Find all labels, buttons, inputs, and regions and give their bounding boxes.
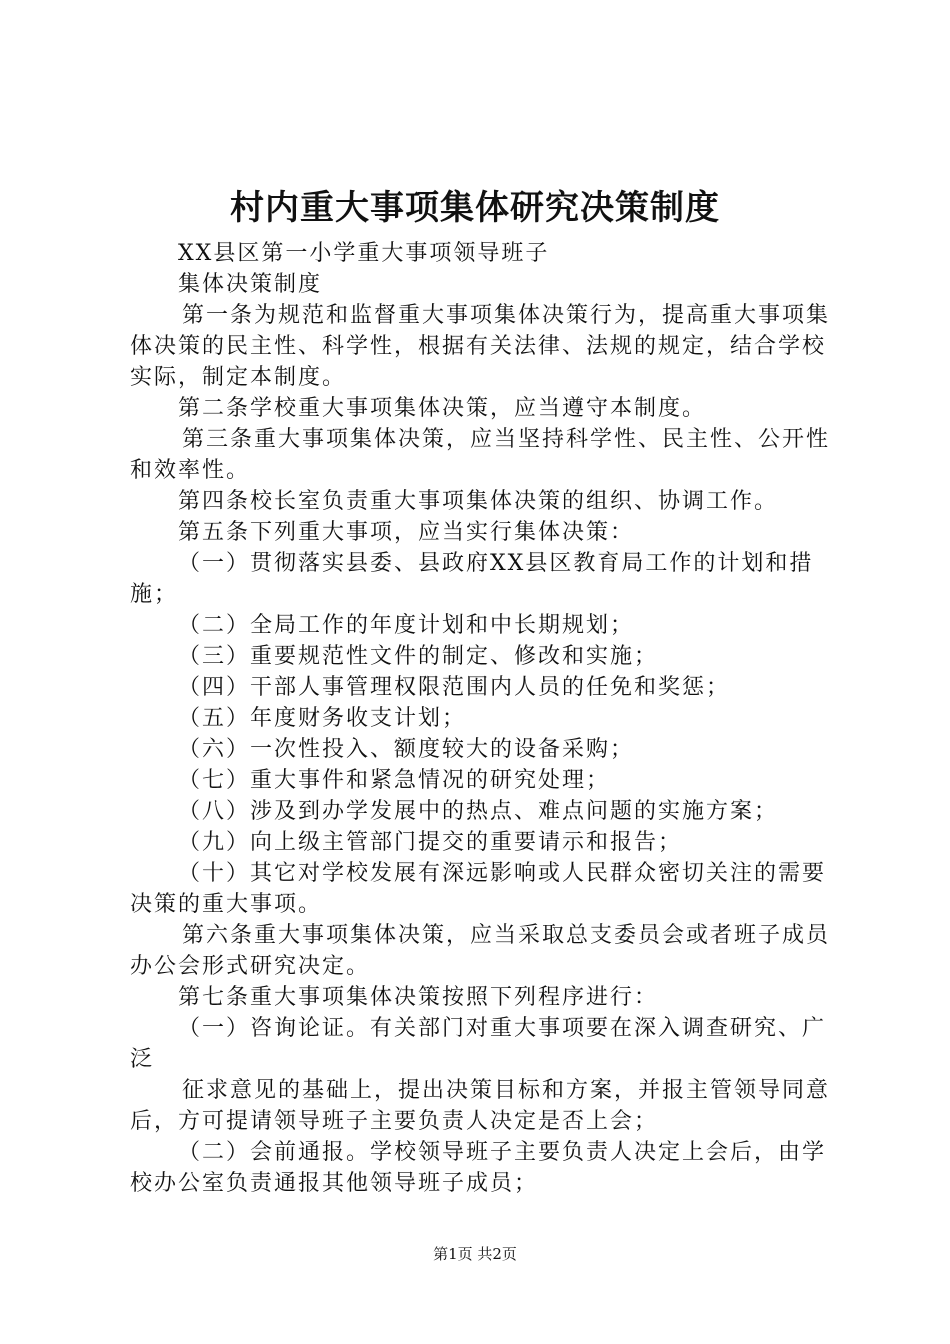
body-paragraph: 集体决策制度 <box>178 272 323 297</box>
body-paragraph: （四）干部人事管理权限范围内人员的任免和奖惩； <box>178 675 731 700</box>
body-paragraph: 第二条学校重大事项集体决策，应当遵守本制度。 <box>178 396 707 421</box>
body-paragraph: （五）年度财务收支计划； <box>178 706 467 731</box>
page-number: 第1页 共2页 <box>433 1245 517 1263</box>
body-paragraph: （十）其它对学校发展有深远影响或人民群众密切关注的需要决策的重大事项。 <box>130 861 827 917</box>
body-paragraph: 征求意见的基础上，提出决策目标和方案，并报主管领导同意后，方可提请领导班子主要负责人决定是否上会； <box>130 1078 831 1134</box>
body-paragraph: （二）会前通报。学校领导班子主要负责人决定上会后，由学校办公室负责通报其他领导班子成员； <box>130 1140 827 1196</box>
document-title: 村内重大事项集体研究决策制度 <box>230 188 720 228</box>
body-paragraph: （六）一次性投入、额度较大的设备采购； <box>178 737 635 762</box>
body-paragraph: 第一条为规范和监督重大事项集体决策行为，提高重大事项集体决策的民主性、科学性，根据有关法律、法规的规定，结合学校实际，制定本制度。 <box>130 303 831 390</box>
body-paragraph: （八）涉及到办学发展中的热点、难点问题的实施方案； <box>178 799 779 824</box>
document-body <box>130 238 835 1199</box>
body-paragraph: 第三条重大事项集体决策，应当坚持科学性、民主性、公开性和效率性。 <box>130 427 831 483</box>
body-paragraph: 第四条校长室负责重大事项集体决策的组织、协调工作。 <box>178 489 779 514</box>
body-paragraph: （一）咨询论证。有关部门对重大事项要在深入调查研究、广泛 <box>130 1016 827 1072</box>
body-paragraph: （三）重要规范性文件的制定、修改和实施； <box>178 644 659 669</box>
body-paragraph: 第六条重大事项集体决策，应当采取总支委员会或者班子成员办公会形式研究决定。 <box>130 923 831 979</box>
body-paragraph: 第五条下列重大事项，应当实行集体决策： <box>178 520 635 545</box>
body-paragraph: 第七条重大事项集体决策按照下列程序进行： <box>178 985 659 1010</box>
body-paragraph: （七）重大事件和紧急情况的研究处理； <box>178 768 611 793</box>
body-paragraph: （九）向上级主管部门提交的重要请示和报告； <box>178 830 683 855</box>
body-paragraph: （一）贯彻落实县委、县政府XX县区教育局工作的计划和措施； <box>130 551 814 607</box>
body-paragraph: （二）全局工作的年度计划和中长期规划； <box>178 613 635 638</box>
body-paragraph: XX县区第一小学重大事项领导班子 <box>178 241 550 266</box>
